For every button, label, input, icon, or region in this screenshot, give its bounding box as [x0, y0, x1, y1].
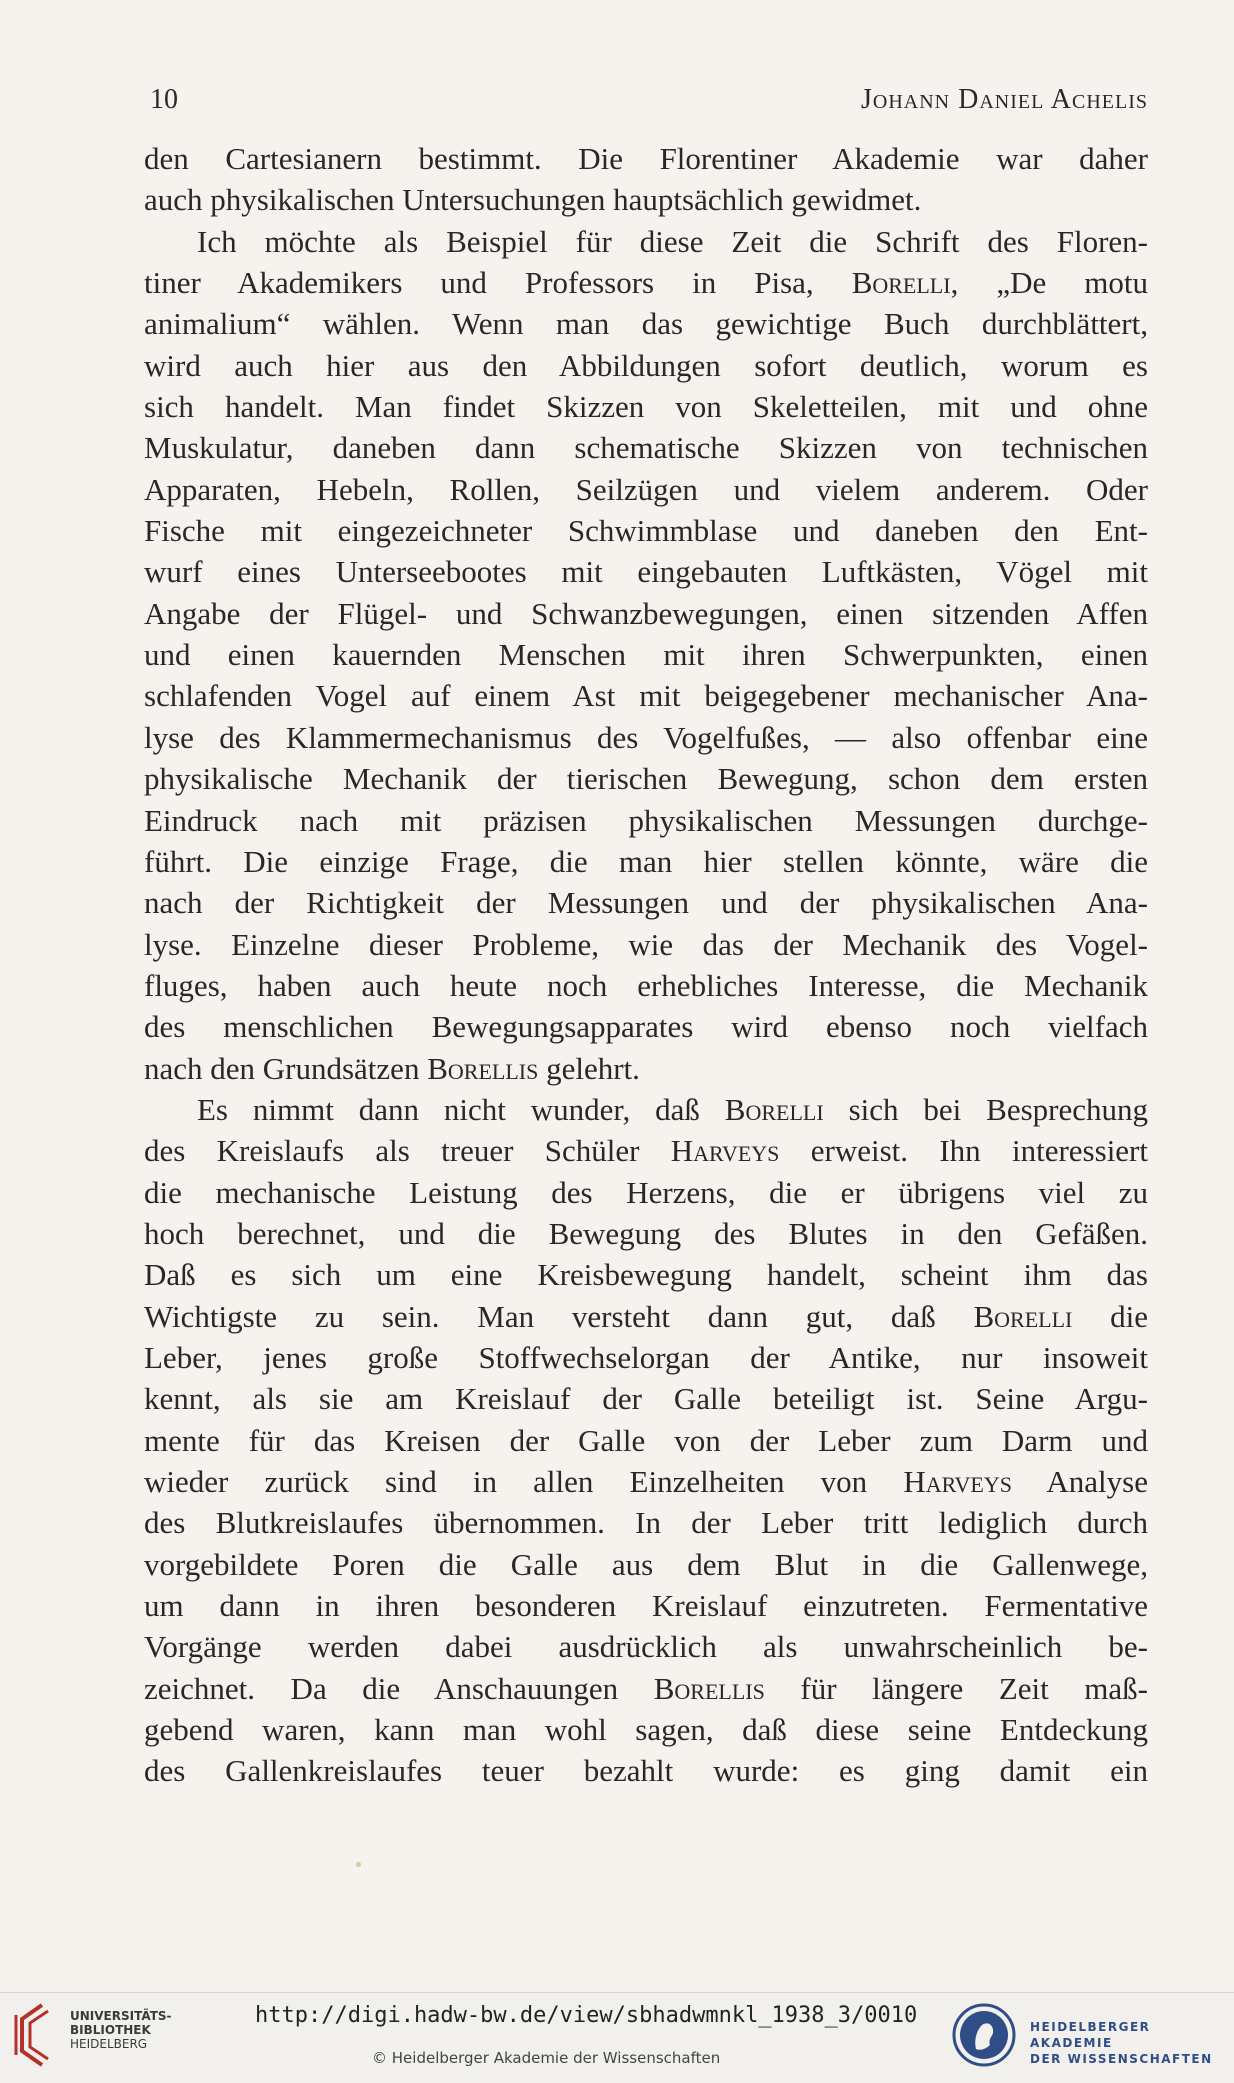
text-line: mente für das Kreisen der Galle von der Leber zum Darm und	[144, 1422, 1148, 1458]
academy-name	[1030, 2019, 1234, 2067]
body-text	[144, 138, 1148, 1792]
university-library-logo-icon	[12, 2001, 54, 2069]
text-line: lyse des Klammermechanismus des Vogelfußes, — also offenbar eine	[144, 719, 1148, 755]
academy-line-1: HEIDELBERGER AKADEMIE	[1030, 2020, 1151, 2050]
text-line: hoch berechnet, und die Bewegung des Blutes in den Gefäßen.	[144, 1215, 1148, 1251]
text-line: die mechanische Leistung des Herzens, die er übrigens viel zu	[144, 1174, 1148, 1210]
text-line: des Kreislaufs als treuer Schüler Harveys erweist. Ihn interessiert	[144, 1133, 1148, 1169]
text-line: Ich möchte als Beispiel für diese Zeit die Schrift des Floren-	[197, 223, 1148, 259]
text-line: des menschlichen Bewegungsapparates wird ebenso noch vielfach	[144, 1009, 1148, 1045]
text-line: Eindruck nach mit präzisen physikalischen Messungen durchge-	[144, 802, 1148, 838]
running-head: Johann Daniel Achelis	[861, 84, 1148, 115]
text-line: schlafenden Vogel auf einem Ast mit beigegebener mechanischer Ana-	[144, 678, 1148, 714]
text-line: Leber, jenes große Stoffwechselorgan der Antike, nur insoweit	[144, 1339, 1148, 1375]
text-line: auch physikalischen Untersuchungen hauptsächlich gewidmet.	[144, 182, 922, 218]
text-line: wieder zurück sind in allen Einzelheiten von Harveys Analyse	[144, 1464, 1148, 1499]
text-line: des Gallenkreislaufes teuer bezahlt wurde: es ging damit ein	[144, 1753, 1148, 1789]
text-line: sich handelt. Man findet Skizzen von Skeletteilen, mit und ohne	[144, 389, 1148, 425]
text-line: zeichnet. Da die Anschauungen Borellis für längere Zeit maß-	[144, 1670, 1148, 1706]
text-line: des Blutkreislaufes übernommen. In der Leber tritt lediglich durch	[144, 1505, 1148, 1541]
text-line: wurf eines Unterseebootes mit eingebauten Luftkästen, Vögel mit	[144, 554, 1148, 590]
library-line-1: UNIVERSITÄTS-	[70, 2009, 172, 2023]
text-line: um dann in ihren besonderen Kreislauf einzutreten. Fermentative	[144, 1588, 1148, 1624]
text-line: Wichtigste zu sein. Man versteht dann gut, daß Borelli die	[144, 1298, 1148, 1334]
text-line: Vorgänge werden dabei ausdrücklich als unwahrscheinlich be-	[144, 1629, 1148, 1665]
paper-speck	[356, 1862, 361, 1867]
page-number: 10	[150, 84, 178, 115]
text-line: nach der Richtigkeit der Messungen und der physikalischen Ana-	[144, 885, 1148, 921]
university-library-name	[70, 2009, 172, 2051]
text-line: animalium“ wählen. Wenn man das gewichtige Buch durchblättert,	[144, 306, 1148, 342]
text-line: Daß es sich um eine Kreisbewegung handelt, scheint ihm das	[144, 1257, 1148, 1293]
text-line: tiner Akademikers und Professors in Pisa, Borelli, „De motu	[144, 265, 1148, 301]
academy-seal-icon	[952, 2003, 1016, 2067]
academy-line-2: DER WISSENSCHAFTEN	[1030, 2052, 1213, 2066]
text-line: lyse. Einzelne dieser Probleme, wie das der Mechanik des Vogel-	[144, 926, 1148, 962]
text-line: gebend waren, kann man wohl sagen, daß diese seine Entdeckung	[144, 1712, 1148, 1748]
text-line: kennt, als sie am Kreislauf der Galle beteiligt ist. Seine Argu-	[144, 1381, 1148, 1417]
text-line: physikalische Mechanik der tierischen Bewegung, schon dem ersten	[144, 761, 1148, 797]
page-header	[0, 84, 1234, 124]
text-line: führt. Die einzige Frage, die man hier stellen könnte, wäre die	[144, 843, 1148, 879]
text-line: nach den Grundsätzen Borellis gelehrt.	[144, 1050, 640, 1086]
copyright-notice: © Heidelberger Akademie der Wissenschaften	[372, 2049, 721, 2067]
text-line: Es nimmt dann nicht wunder, daß Borelli sich bei Besprechung	[197, 1091, 1148, 1127]
text-line: Apparaten, Hebeln, Rollen, Seilzügen und vielem anderem. Oder	[144, 471, 1148, 507]
text-line: wird auch hier aus den Abbildungen sofort deutlich, worum es	[144, 347, 1148, 383]
text-line: Angabe der Flügel- und Schwanzbewegungen, einen sitzenden Affen	[144, 595, 1148, 631]
library-line-3: HEIDELBERG	[70, 2037, 148, 2051]
footer-bar	[0, 1992, 1234, 2083]
permalink-url[interactable]: http://digi.hadw-bw.de/view/sbhadwmnkl_1938_3/0010	[255, 2003, 918, 2028]
text-line: vorgebildete Poren die Galle aus dem Blut in die Gallenwege,	[144, 1546, 1148, 1582]
text-line: den Cartesianern bestimmt. Die Florentiner Akademie war daher	[144, 141, 1148, 176]
text-line: fluges, haben auch heute noch erhebliches Interesse, die Mechanik	[144, 967, 1148, 1003]
library-line-2: BIBLIOTHEK	[70, 2023, 151, 2037]
text-line: Fische mit eingezeichneter Schwimmblase und daneben den Ent-	[144, 513, 1148, 549]
text-line: und einen kauernden Menschen mit ihren Schwerpunkten, einen	[144, 637, 1148, 673]
text-line: Muskulatur, daneben dann schematische Skizzen von technischen	[144, 430, 1148, 466]
